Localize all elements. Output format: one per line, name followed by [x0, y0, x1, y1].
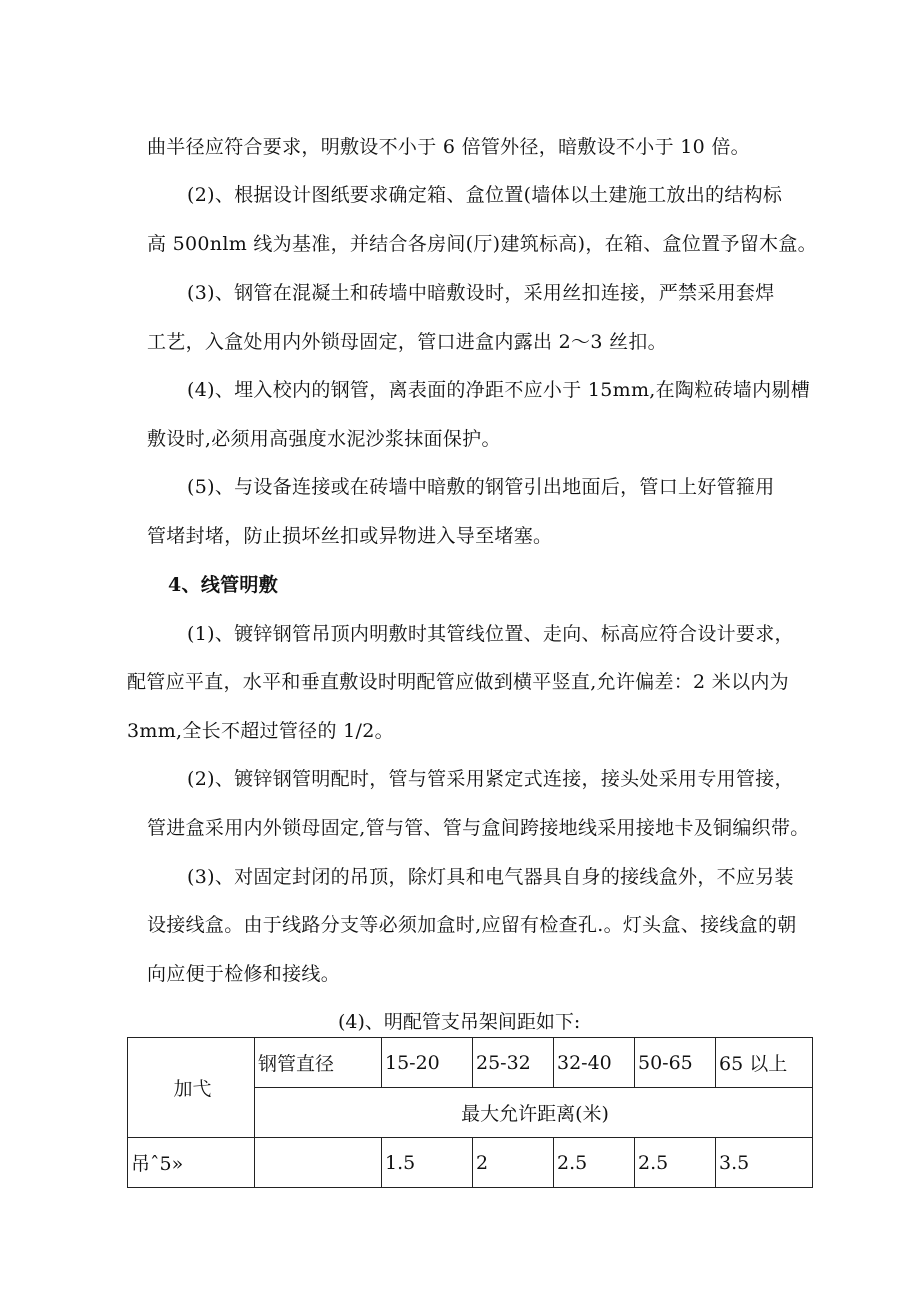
table-cell: 3.5 [716, 1138, 813, 1188]
table-row-label: 吊ˆ5» [128, 1138, 255, 1188]
paragraph-line: 管进盒采用内外锁母固定,管与管、管与盒间跨接地线采用接地卡及铜编织带。 [147, 817, 810, 839]
paragraph-line: 高 500nlm 线为基准，并结合各房间(厅)建筑标高)，在箱、盒位置予留木盒。 [147, 233, 817, 255]
table-row [128, 1038, 813, 1088]
table-cell: 1.5 [382, 1138, 473, 1188]
paragraph-line: (2)、根据设计图纸要求确定箱、盒位置(墙体以土建施工放出的结构标 [187, 184, 783, 206]
paragraph-line: (4)、埋入校内的钢管，离表面的净距不应小于 15mm,在陶粒砖墙内剔槽 [187, 379, 811, 401]
paragraph-line: 曲半径应符合要求，明敷设不小于 6 倍管外径，暗敷设不小于 10 倍。 [147, 136, 750, 158]
table-caption: (4)、明配管支吊架间距如下: [338, 1011, 581, 1033]
table-cell: 2.5 [554, 1138, 635, 1188]
table-header-cell: 50-65 [635, 1038, 716, 1088]
paragraph-line: 管堵封堵，防止损坏丝扣或异物进入导至堵塞。 [147, 525, 553, 547]
table-cell: 2 [473, 1138, 554, 1188]
paragraph-line: (2)、镀锌钢管明配时，管与管采用紧定式连接，接头处采用专用管接， [187, 768, 794, 790]
table-cell [255, 1138, 382, 1188]
paragraph-line: 向应便于检修和接线。 [147, 963, 341, 985]
table-row-header: 加弋 [128, 1038, 255, 1138]
table-cell: 2.5 [635, 1138, 716, 1188]
table-header-cell: 25-32 [473, 1038, 554, 1088]
paragraph-line: 3mm,全长不超过管径的 1/2。 [127, 720, 394, 742]
support-spacing-table [127, 1037, 813, 1188]
table-header-cell: 32-40 [554, 1038, 635, 1088]
diameter-label-cell: 钢管直径 [255, 1038, 382, 1088]
table-header-cell: 65 以上 [716, 1038, 813, 1088]
paragraph-line: (5)、与设备连接或在砖墙中暗敷的钢管引出地面后，管口上好管箍用 [187, 476, 775, 498]
paragraph-line: (1)、镀锌钢管吊顶内明敷时其管线位置、走向、标高应符合设计要求， [187, 623, 794, 645]
max-distance-label-cell: 最大允许距离(米) [255, 1088, 813, 1138]
table-row [128, 1138, 813, 1188]
paragraph-line: 设接线盒。由于线路分支等必须加盒时,应留有检查孔.。灯头盒、接线盒的朝 [147, 914, 797, 936]
paragraph-line: 配管应平直，水平和垂直敷设时明配管应做到横平竖直,允许偏差：2 米以内为 [127, 671, 789, 693]
paragraph-line: (3)、钢管在混凝土和砖墙中暗敷设时，采用丝扣连接，严禁采用套焊 [187, 282, 775, 304]
table-header-cell: 15-20 [382, 1038, 473, 1088]
paragraph-line: (3)、对固定封闭的吊顶，除灯具和电气器具自身的接线盒外，不应另装 [187, 866, 794, 888]
section-heading: 4、线管明敷 [168, 574, 279, 596]
paragraph-line: 敷设时,必须用高强度水泥沙浆抹面保护。 [147, 428, 501, 450]
paragraph-line: 工艺，入盒处用内外锁母固定，管口进盒内露出 2～3 丝扣。 [147, 331, 667, 353]
